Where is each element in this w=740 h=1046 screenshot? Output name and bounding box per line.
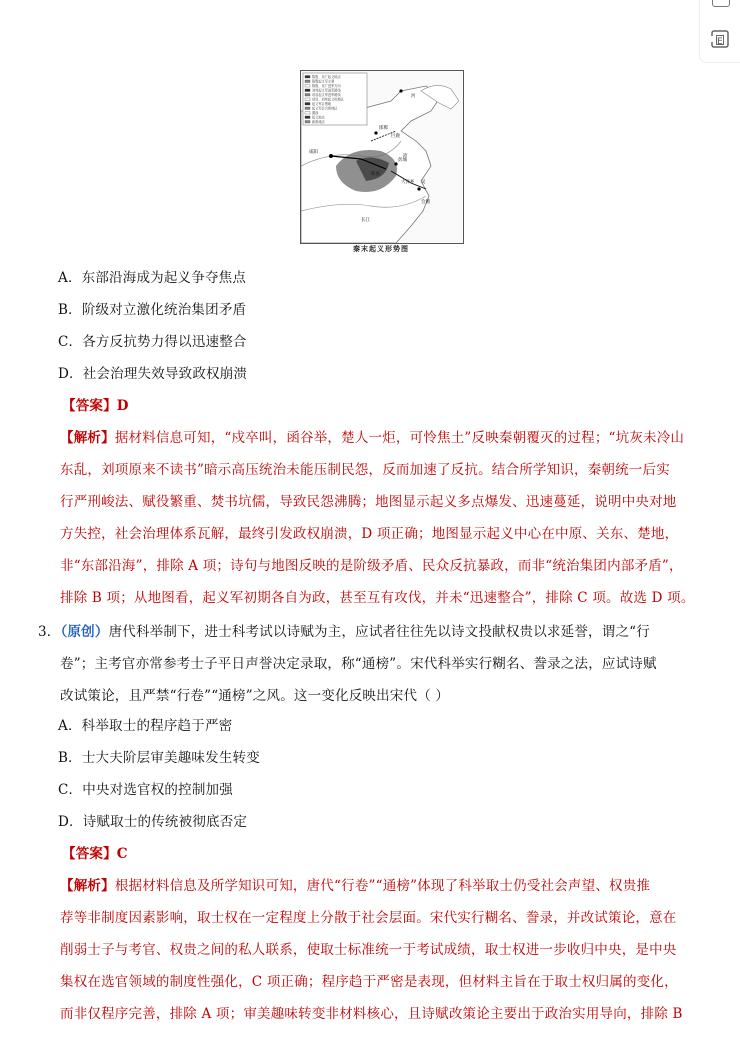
q2-explain-line: 非“东部沿海”，排除 A 项；诗句与地图反映的是阶级矛盾、民众反抗暴政，而非“统治集团内部矛盾”，: [60, 558, 683, 574]
q2-explain-line: 方失控，社会治理体系瓦解，最终引发政权崩溃，D 项正确；地图显示起义中心在中原、关东、楚地，: [60, 526, 679, 542]
q2-answer: 【答案】D: [62, 398, 129, 414]
legend-swatch: [305, 107, 310, 110]
map-place-label: 巨鹿: [391, 134, 400, 139]
toolbar-stub-icon[interactable]: [712, 0, 730, 7]
legend-entry: 起义军合围地: [312, 102, 332, 106]
legend-entry: 新都城点: [312, 120, 325, 124]
legend-swatch: [305, 121, 310, 124]
map-place-label: 邯郸: [379, 126, 388, 131]
uprising-map: [300, 70, 464, 244]
map-place-label: 大泽乡: [401, 180, 415, 185]
q3-explain-line: 削弱士子与考官、权贵之间的私人联系，使取士标准统一于考试成绩，取士权进一步收归中央，是中央: [60, 942, 677, 958]
legend-entry: 陈胜起义军主要: [312, 79, 335, 84]
q2-explain-line: 东乱，刘项原来不读书”暗示高压统治未能压制民怨，反而加速了反抗。结合所学知识，秦朝统一后实: [60, 462, 670, 478]
side-toolbar: [699, 0, 740, 63]
legend-entry: 起义地点: [312, 115, 325, 120]
legend-swatch: [305, 89, 310, 92]
q2-explain-line: 行严刑峻法、赋役繁重、焚书坑儒，导致民怨沸腾；地图显示起义多点爆发、迅速蔓延，说明中央对地: [60, 494, 677, 510]
map-caption: 秦末起义形势图: [353, 244, 409, 253]
q2-option-b[interactable]: B．阶级对立激化统治集团矛盾: [58, 302, 247, 318]
q3-stem: 3．（原创）唐代科举制下，进士科考试以诗赋为主，应试者往往先以诗文投献权贵以求延誉，谓之“行: [38, 624, 650, 640]
q3-explain-line: 集权在选官领域的制度性强化，C 项正确；程序趋于严密是表现，但材料主旨在于取士权归属的变化，: [60, 974, 678, 990]
legend-swatch: [305, 116, 310, 119]
q2-option-a[interactable]: A．东部沿海成为起义争夺焦点: [58, 270, 247, 286]
map-place-label: 沛: [403, 154, 408, 159]
q3-option-b[interactable]: B．士大夫阶层审美趣味发生转变: [58, 750, 260, 766]
map-place-label: 长江: [361, 218, 370, 223]
legend-swatch: [305, 80, 310, 83]
svg-text:E: E: [717, 37, 723, 47]
q3-number: 3．: [38, 624, 61, 640]
legend-entry: 起义军会合的地区: [312, 106, 338, 111]
map-place-label: 河: [411, 94, 416, 99]
ocr-scan-icon[interactable]: [709, 28, 731, 50]
map-place-label: 吴: [421, 180, 426, 185]
map-graphic: [301, 71, 463, 243]
q2-explain-line: 排除 B 项；从地图看，起义军初期各自为政，甚至互有攻伐，并未“迅速整合”，排除 C 项。故选 D 项。: [60, 590, 695, 606]
map-place-label: 陈县: [371, 172, 380, 177]
q3-option-a[interactable]: A．科举取士的程序趋于严密: [58, 718, 233, 734]
legend-swatch: [305, 103, 310, 106]
legend-entry: 项羽起义军进军路线: [312, 93, 341, 97]
q3-source: （原创）: [60, 624, 109, 640]
q2-explain-tag: 【解析】: [60, 430, 115, 446]
legend-entry: 陈胜、吴广进军方向: [312, 84, 341, 88]
legend-entry: 刘邦起义军进军路线: [312, 88, 341, 93]
legend-swatch: [305, 76, 310, 79]
xianyang-marker: [329, 154, 333, 158]
legend-swatch: [305, 94, 310, 97]
q2-option-c[interactable]: C．各方反抗势力得以迅速整合: [58, 334, 247, 350]
q3-explain-line: 荐等非制度因素影响，取士权在一定程度上分散于社会层面。宋代实行糊名、誊录，并改试策论，意在: [60, 910, 677, 926]
q3-explain-tag: 【解析】: [60, 878, 115, 894]
map-place-label: 咸阳: [309, 150, 318, 155]
legend-entry: 项羽、刘邦起义的地区: [312, 97, 344, 102]
q2-option-d[interactable]: D．社会治理失效导致政权崩溃: [58, 366, 248, 382]
q3-stem-line: 改试策论，且严禁“行卷”“通榜”之风。这一变化反映出宋代（ ）: [60, 688, 450, 704]
map-place-label: 会稽: [421, 200, 430, 205]
q3-explain-line: 【解析】根据材料信息及所学知识可知，唐代“行卷”“通榜”体现了科举取士仍受社会声望、权贵推: [60, 878, 651, 894]
q3-stem-line: 卷”；主考官亦常参考士子平日声誉决定录取，称“通榜”。宋代科举实行糊名、誊录之法，应试诗赋: [60, 656, 657, 672]
q3-explain-line: 而非仅程序完善，排除 A 项；审美趣味转变非材料核心，且诗赋改策论主要出于政治实用导向，排除 B: [60, 1006, 683, 1022]
q3-option-d[interactable]: D．诗赋取士的传统被彻底否定: [58, 814, 248, 830]
legend-entry: 陈胜、吴广起义地点: [312, 75, 341, 79]
q3-option-c[interactable]: C．中央对选官权的控制加强: [58, 782, 233, 798]
map-place-label: 彭城: [398, 158, 407, 163]
legend-entry: 激战: [312, 111, 319, 115]
q2-explain-line: 【解析】据材料信息可知，“戍卒叫，函谷举，楚人一炬，可怜焦土”反映秦朝覆灭的过程；“坑灰未冷山: [60, 430, 685, 446]
q3-answer: 【答案】C: [62, 846, 128, 862]
